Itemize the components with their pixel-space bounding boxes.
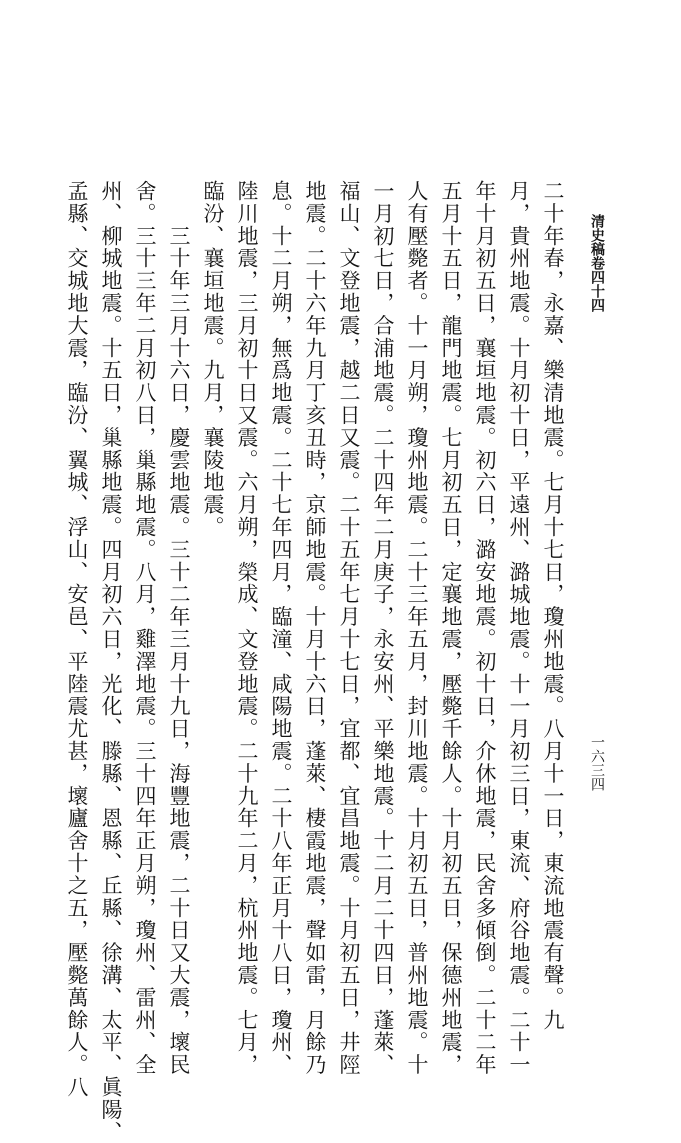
text-column: 五月十五日，龍門地震。七月初五日，定襄地震，壓斃千餘人。十月初五日，保德州地震，: [439, 180, 463, 1076]
text-column: 一月初七日，合浦地震。二十四年二月庚子，永安州、平樂地震。十二月二十四日，蓬萊、: [371, 180, 395, 1076]
text-column: 人有壓斃者。十一月朔，瓊州地震。二十三年五月，封川地震。十月初五日，普州地震。十: [405, 180, 429, 1076]
text-column: 年十月初五日，襄垣地震。初六日，潞安地震。初十日，介休地震，民舍多傾倒。二十二年: [473, 180, 497, 1076]
running-head: 清史稿卷四十四: [589, 214, 605, 312]
text-column: 二十年春，永嘉、樂清地震。七月十七日，瓊州地震。八月十一日，東流地震有聲。九: [541, 180, 565, 1032]
text-column: 福山、文登地震，越二日又震。二十五年七月十七日，宜都、宜昌地震。十月初五日，井陘: [337, 180, 361, 1076]
text-column: 舍。三十三年二月初八日，巢縣地震。八月，雞澤地震。三十四年正月朔，瓊州、雷州、全: [133, 180, 157, 1076]
text-column: 地震。二十六年九月丁亥丑時，京師地震。十月十六日，蓬萊、棲霞地震，聲如雷，月餘乃: [303, 180, 327, 1076]
text-column: 臨汾、襄垣地震。九月，襄陵地震。: [201, 180, 225, 539]
text-column: 息。十二月朔，無爲地震。二十七年四月，臨潼、咸陽地震。二十八年正月十八日，瓊州、: [269, 180, 293, 1076]
page-number: 一六三四: [589, 735, 605, 791]
text-column: 孟縣、交城地大震，臨汾、翼城、浮山、安邑、平陸震尤甚，壞廬舍十之五，壓斃萬餘人。八: [65, 180, 89, 1099]
text-column: 三十年三月十六日，慶雲地震。三十二年三月十九日，海豐地震，二十日又大震，壞民: [167, 180, 191, 1076]
text-column: 月，貴州地震。十月初十日，平遠州、潞城地震。十一月初三日，東流、府谷地震。二十一: [507, 180, 531, 1076]
text-column: 陸川地震，三月初十日又震。六月朔，榮成、文登地震。二十九年二月，杭州地震。七月，: [235, 180, 259, 1076]
text-column: 州、柳城地震。十五日，巢縣地震。四月初六日，光化、滕縣、恩縣、丘縣、徐溝、太平、眞陽、: [99, 180, 123, 1143]
